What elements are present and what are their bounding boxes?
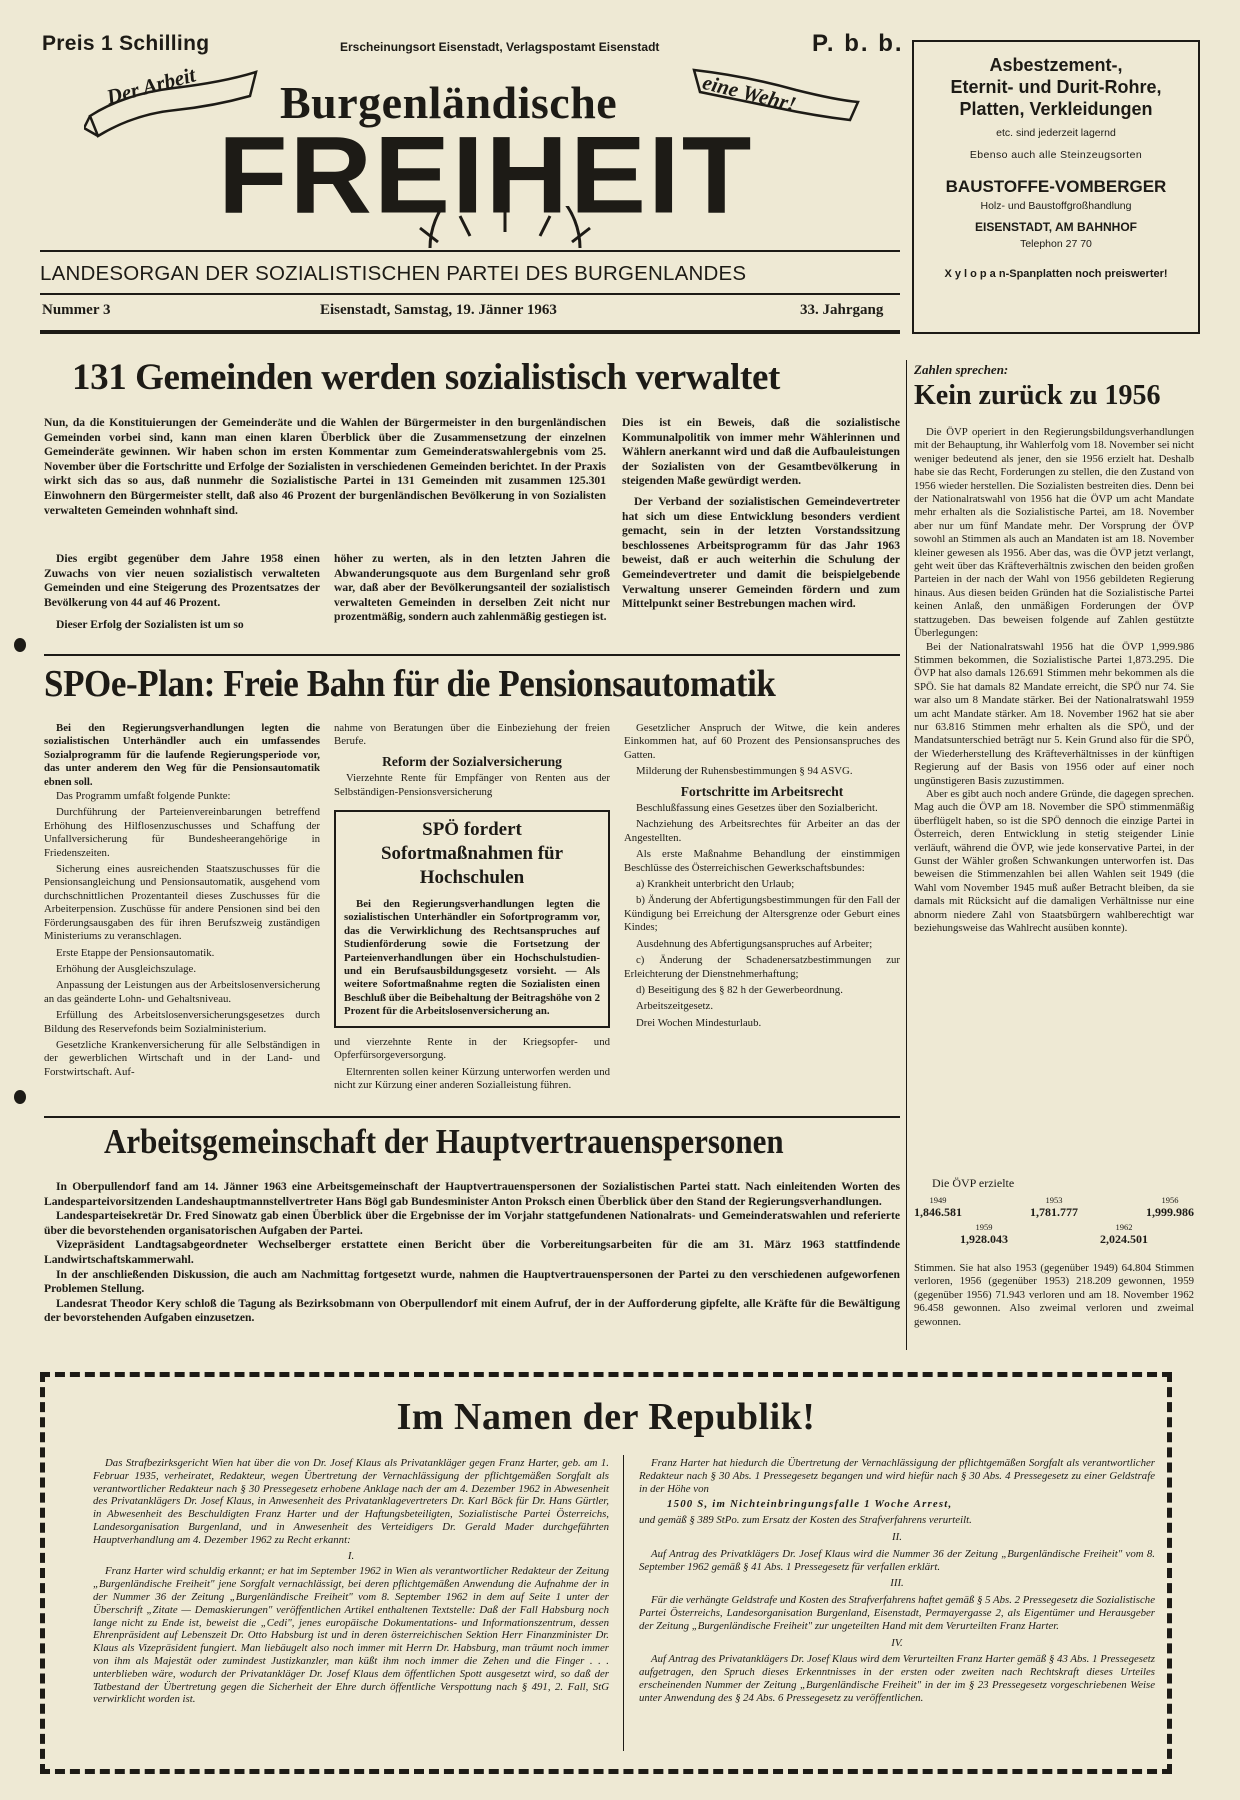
labor-item-5: Ausdehnung des Abfertigungsanspruches auf Arbeiter; bbox=[636, 937, 873, 950]
judgment-penalty: 1500 S, im Nichteinbringungsfalle 1 Woche Arrest, bbox=[667, 1498, 953, 1511]
ad-footer: X y l o p a n-Spanplatten noch preiswerter! bbox=[944, 268, 1168, 280]
votes-year: 1953 bbox=[1045, 1195, 1063, 1205]
ad-company: BAUSTOFFE-VOMBERGER bbox=[945, 177, 1167, 196]
sidebar-p2: Bei der Nationalratswahl 1956 hat die ÖVP 1,999.986 Stimmen bekommen, die Sozialistische Partei 1,873.295. Die ÖVP hat also damals 126.691 Stimmen mehr bekommen als die SPÖ. Sie hat damals 82 Mandate erreicht, die SPÖ nur 74. Sie war also um 8 Mandate stärker. Bei der Nationalratswahl 1959 um acht Mandate stärker. Am 18. November 1962 hat sie aber nur 63.816 Stimmen mehr erhalten als die SPÖ, und der Mandatsunterschied beträgt nur 5. Kein Grund also für die SPÖ, der Wiederherstellung des Kräfteverhältnisses in der künftigen Regierung auf der Basis von 1956 oder auf einer noch ungünstigeren Basis zuzustimmen. bbox=[914, 640, 1194, 787]
article3-body bbox=[44, 1180, 900, 1326]
article3-headline: Arbeitsgemeinschaft der Hauptvertrauenspersonen bbox=[104, 1121, 784, 1162]
labor-item-4: b) Änderung der Abfertigungsbestimmungen für den Fall der Kündigung bei Erreichung der Altersgrenze oder Geburt eines Kindes; bbox=[624, 894, 900, 934]
article3-p4: Landesrat Theodor Kery schloß die Tagung als Bezirksobmann von Oberpullendorf mit einem Aufruf, der in der Aufforderung gipfelte, alle Kräfte für die Bewältigung der bevorstehenden Aufgaben einzusetzen. bbox=[44, 1296, 900, 1325]
votes-year: 1959 bbox=[975, 1222, 993, 1232]
pbb-label: P. b. b. bbox=[812, 30, 904, 57]
labor-item-7: d) Beseitigung des § 82 h der Gewerbeordnung. bbox=[636, 983, 843, 996]
votes-cell bbox=[914, 1195, 962, 1220]
votes-cell bbox=[1100, 1222, 1148, 1247]
article3-p0: In Oberpullendorf fand am 14. Jänner 1963 eine Arbeitsgemeinschaft der Hauptvertrauenspersonen der Sozialistischen Partei statt. Nach einleitenden Worten des Landesparteivorsitzenden Landeshauptmannstellvertreter Hans Bögl gab Bundesminister Anton Proksch einen Überblick über den Stand der Regierungsverhandlungen. bbox=[44, 1180, 900, 1208]
article2-item-4: Erhöhung der Ausgleichszulage. bbox=[56, 962, 197, 975]
article2-col3 bbox=[624, 722, 900, 1030]
ad-box bbox=[912, 40, 1200, 334]
article3-p1: Landesparteisekretär Dr. Fred Sinowatz gab einen Überblick über die Ergebnisse der im Vorjahr stattgefundenen Nationalrats- und Gemeinderatswahlen und referierte über die bevorstehenden organisatorischen Aufgaben der Partei. bbox=[44, 1209, 900, 1237]
article2-col2 bbox=[334, 722, 610, 799]
votes-row-2 bbox=[914, 1222, 1194, 1247]
ad-line-1: Asbestzement-, bbox=[989, 55, 1123, 75]
labor-item-8: Arbeitszeitgesetz. bbox=[636, 1000, 714, 1013]
votes-value: 1,781.777 bbox=[1030, 1205, 1078, 1219]
ad-company-sub: Holz- und Baustoffgroßhandlung bbox=[980, 200, 1132, 212]
title-top: Burgenländische bbox=[280, 77, 618, 128]
votes-value: 1,846.581 bbox=[914, 1205, 962, 1219]
judgment-right-p1: Franz Harter hat hiedurch die Übertretung der Vernachlässigung der pflichtgemäßen Sorgfalt als verantwortlicher Redakteur nach § 30 Abs. 1 Pressegesetz begangen und wird hiefür nach § 30 Abs. 4 Pressegesetz zu einer Geldstrafe in der Höhe von bbox=[639, 1457, 1155, 1495]
article2-col2-bottom-2: Elternrenten sollen keiner Kürzung unterworfen werden und nicht zur Kürzung einer anderen Sozialleistung führen. bbox=[334, 1065, 610, 1092]
article1-p3: höher zu werten, als in den letzten Jahren die Abwanderungsquote aus dem Burgenland sehr groß war, daß aber der Bevölkerungsanteil der sozialistisch verwalteten Gemeinden in derselben Zeit nicht nur prozentmäßig, sondern auch zahlenmäßig gestiegen ist. bbox=[334, 552, 610, 624]
banner-right-text: eine Wehr! bbox=[700, 70, 799, 117]
masthead-rule-1 bbox=[40, 293, 900, 295]
sidebar-kicker: Zahlen sprechen: bbox=[914, 362, 1009, 377]
sidebar-headline: Kein zurück zu 1956 bbox=[914, 380, 1161, 411]
article1-col1 bbox=[44, 552, 320, 633]
judgment-right-p3: Für die verhängte Geldstrafe und Kosten des Strafverfahrens haftet gemäß § 5 Abs. 2 Pressegesetz die Sozialistische Partei Österreichs, Landesorganisation Burgenland, Eisenstadt, Permayergasse 2, als Eigentümer und Herausgeber der Zeitung „Burgenländische Freiheit" zur ungeteilten Hand mit dem Verurteilten Franz Harter. bbox=[639, 1594, 1155, 1632]
ad-line-3: Platten, Verkleidungen bbox=[959, 99, 1153, 119]
punch-hole bbox=[14, 638, 26, 652]
article2-item-1: Durchführung der Parteienvereinbarungen betreffend Erhöhung des Hilflosenzuschusses und Schaffung der Unfallversicherung für Bundesheerangehörige in Friedenszeiten. bbox=[44, 806, 320, 859]
judgment-roman-2: II. bbox=[892, 1530, 902, 1543]
votes-year: 1949 bbox=[929, 1195, 947, 1205]
issue-number: Nummer 3 bbox=[42, 302, 111, 318]
votes-cell bbox=[1030, 1195, 1078, 1220]
labor-subhead: Fortschritte im Arbeitsrecht bbox=[680, 783, 844, 799]
article2-col2-top: nahme von Beratungen über die Einbeziehung der freien Berufe. bbox=[334, 722, 610, 748]
ad-line-5: Ebenso auch alle Steinzeugsorten bbox=[969, 149, 1143, 161]
article2-item-2: Sicherung eines ausreichenden Staatszuschusses für die Pensionsangleichung und Pensionsautomatik, ausgehend vom durchschnittlichen Prozentanteil dieses Zuschusses für die Arbeiterpension. Zuschüsse für andere Pensionen sind bei den Förderungsausgaben des für ihren Berufszweig zuständigen Ministeriums zu veranschlagen. bbox=[44, 863, 320, 943]
reform-text: Vierzehnte Rente für Empfänger von Renten aus der Selbständigen-Pensionsversicherung bbox=[334, 772, 610, 798]
ad-line-2: Eternit- und Durit-Rohre, bbox=[950, 77, 1162, 97]
banner-left-text: Der Arbeit bbox=[104, 62, 198, 110]
article1-p2: Dieser Erfolg der Sozialisten ist um so bbox=[56, 618, 244, 632]
votes-year: 1956 bbox=[1161, 1195, 1179, 1205]
article2-item-6: Erfüllung des Arbeitslosenversicherungsgesetzes durch Bildung des Reservefonds beim Sozialministerium. bbox=[44, 1009, 320, 1035]
article2-col2-bottom bbox=[334, 1036, 610, 1093]
article1-lead: Nun, da die Konstituierungen der Gemeinderäte und die Wahlen der Bürgermeister in den burgenländischen Gemeinden vorbei sind, kann man einen klaren Überblick über die Zusammensetzung der einzelnen Gemeinderäte gewinnen. Wir haben schon im ersten Kommentar zum Gemeinderatswahlergebnis vom 25. November über die Fortschritte und Erfolge der Sozialisten in verschiedenen Gemeinden berichtet. In der Praxis wirkt sich das so aus, daß nunmehr die Sozialistische Partei in 131 Gemeinden mit zusammen 125.301 Einwohnern den Bürgermeister stellt, daß also 46 Prozent der burgenländischen Bevölkerung in von Sozialisten verwalteten Gemeinden wohnhaft sind. bbox=[44, 416, 606, 517]
ad-phone: Telephon 27 70 bbox=[1020, 238, 1092, 250]
votes-table bbox=[914, 1176, 1194, 1247]
votes-value: 1,928.043 bbox=[960, 1232, 1008, 1246]
volume: 33. Jahrgang bbox=[800, 302, 884, 318]
article1-headline: 131 Gemeinden werden sozialistisch verwaltet bbox=[72, 357, 780, 398]
article1-rule bbox=[44, 654, 900, 656]
votes-row-1 bbox=[914, 1195, 1194, 1220]
article1-col2 bbox=[334, 552, 610, 625]
punch-hole bbox=[14, 1090, 26, 1104]
article2-item-0: Das Programm umfaßt folgende Punkte: bbox=[56, 790, 231, 803]
article2-col2-bottom-1: und vierzehnte Rente in der Kriegsopfer- und Opferfürsorgeversorgung. bbox=[334, 1036, 610, 1062]
judgment-headline: Im Namen der Republik! bbox=[396, 1396, 816, 1438]
article1-p4: Dies ist ein Beweis, daß die sozialistische Kommunalpolitik von immer mehr Wählerinnen und Wählern anerkannt wird und daß die Aufbauleistungen der Sozialisten von der Gesamtbevölkerung in steigenden Maße gewürdigt werden. bbox=[622, 416, 900, 488]
title-underline bbox=[40, 250, 900, 252]
judgment-roman-3: III. bbox=[890, 1577, 904, 1590]
article1-col-right bbox=[622, 416, 900, 612]
votes-cell bbox=[1146, 1195, 1194, 1220]
judgment-right-p4: Auf Antrag des Privatanklägers Dr. Josef Klaus wird dem Verurteilten Franz Harter gemäß § 43 Abs. 1 Pressegesetz aufgetragen, den Spruch dieses Erkenntnisses in der ersten oder zweiten nach Rechtskraft dieses Urteiles erscheinenden Nummer der Zeitung „Burgenländische Freiheit" in der im § 23 Pressegesetz vorgeschriebenen Weise unter Anwendung des § 24 Abs. 6 Pressegesetz zu veröffentlichen. bbox=[639, 1653, 1155, 1704]
article1-p5: Der Verband der sozialistischen Gemeindevertreter hat sich um diese Entwicklung besonders verdient gemacht, sein in der letzten Vorstandssitzung beschlossenes Arbeitsprogramm für das Jahr 1963 beweist, daß er auch weiterhin die Schulung der Gemeindevertreter und damit die beispielgebende Verwaltung unserer Gemeinden fördern und zum Mittelpunkt seiner Bestrebungen machen wird. bbox=[622, 494, 900, 611]
judgment-roman-1: I. bbox=[347, 1549, 355, 1562]
votes-table-intro: Die ÖVP erzielte bbox=[932, 1176, 1015, 1190]
labor-item-9: Drei Wochen Mindesturlaub. bbox=[636, 1016, 762, 1029]
box-headline: SPÖ fordert Sofortmaßnahmen für Hochschulen bbox=[380, 819, 564, 888]
judgment-right-p2: Auf Antrag des Privatklägers Dr. Josef Klaus wird die Nummer 36 der Zeitung „Burgenländische Freiheit" vom 8. September 1962 gemäß § 41 Abs. 1 Pressegesetz für verfallen erklärt. bbox=[639, 1547, 1155, 1573]
article2-col3-item-0: Gesetzlicher Anspruch der Witwe, die kein anderes Einkommen hat, auf 60 Prozent des Pensionsanspruches des Gatten. bbox=[624, 722, 900, 761]
judgment-roman-4: IV. bbox=[891, 1636, 903, 1649]
masthead-rule-2 bbox=[40, 330, 900, 334]
judgment-divider bbox=[623, 1455, 624, 1751]
labor-item-1: Nachziehung des Arbeitsrechtes für Arbeiter an das der Angestellten. bbox=[624, 818, 900, 844]
article2-col3-item-1: Milderung der Ruhensbestimmungen § 94 ASVG. bbox=[636, 765, 853, 778]
votes-cell bbox=[960, 1222, 1008, 1247]
title-main: FREIHEIT bbox=[218, 114, 754, 237]
article3-p3: In der anschließenden Diskussion, die auch am Nachmittag fortgesetzt wurde, nahmen die Hauptvertrauenspersonen der Partei zu den verschiedenen aufgeworfenen Problemen Stellung. bbox=[44, 1267, 900, 1296]
sidebar-p1: Die ÖVP operiert in den Regierungsbildungsverhandlungen mit der Behauptung, ihr Wahlerfolg vom 18. November sei nicht weniger bedeutend als jener, den sie 1956 erzielt hat. Deshalb habe sie das Recht, Forderungen zu stellen, die den Zustand von 1956 wieder herstellen. Die Sozialisten bestreiten dies. Denn bei der Nationalratswahl von 1956 hat die ÖVP um acht Mandate mehr erhalten als die Sozialistische Partei, am 18. November aber nur um fünf Mandate mehr. Der Vorsprung der ÖVP sowohl an Stimmen als auch an Mandaten ist am 18. November kleiner gewesen als 1956. Aber das, was die ÖVP jetzt verlangt, geht weit über das Kräfteverhältnis zwischen den beiden großen Parteien in der nach der Wahl von 1956 gebildeten Regierung hinaus. Aus diesen beiden Gründen hat die Sozialistische Partei keinen Anlaß, den unmäßigen Forderungen der ÖVP stattzugeben. Das beweisen folgende auf Zahlen gestützte Überlegungen: bbox=[914, 426, 1194, 640]
article2-item-3: Erste Etappe der Pensionsautomatik. bbox=[56, 946, 215, 959]
judgment-box bbox=[40, 1372, 1172, 1774]
dateline: Eisenstadt, Samstag, 19. Jänner 1963 bbox=[320, 302, 557, 318]
masthead-subtitle: LANDESORGAN DER SOZIALISTISCHEN PARTEI DES BURGENLANDES bbox=[40, 262, 747, 285]
judgment-left bbox=[93, 1457, 609, 1706]
article1-p1: Dies ergibt gegenüber dem Jahre 1958 einen Zuwachs von vier neuen sozialistisch verwalteten Gemeinden und eine Steigerung des Prozentsatzes der Bevölkerung von 44 auf 46 Prozent. bbox=[44, 552, 320, 609]
judgment-left-p2: Franz Harter wird schuldig erkannt; er hat im September 1962 in Wien als verantwortlicher Redakteur der Zeitung „Burgenländische Freiheit" jene Sorgfalt vernachlässigt, bei deren pflichtgemäßen Anwendung die Aufnahme der in der Nummer 36 der Zeitung „Burgenländische Freiheit" vom 8. September 1962 in dem auf Seite 1 unter der Überschrift „Zitate — Demaskierungen" veröffentlichen Artikel enthaltenen Textstelle: Daß der Fall Habsburg noch lange nicht zu Ende ist, beweist die „Cedi", jenes europäische Dokumentations- und Informationszentrum, dessen Ehrenpräsident auf Lebenszeit Dr. Otto Habsburg ist und in deren österreichischen Sektion Herr Finanzminister Dr. Klaus als Vizepräsident fungiert. Man liebäugelt also noch immer mit Herrn Dr. Habsburg, man träumt noch immer von ihm als Majestät oder zumindest Justizkanzler, man küßt ihm noch immer die Zehen und die Finger . . . unterblieben wäre, wodurch der Privatankläger Dr. Josef Klaus dem öffentlichen Spott ausgesetzt wird, so daß der Tatbestand der Übertretung gegen die Sicherheit der Ehre durch öffentliche Verspottung nach § 491, 2. Fall, StG verwirklicht worden ist. bbox=[93, 1565, 609, 1706]
judgment-right bbox=[639, 1457, 1155, 1705]
article3-p2: Vizepräsident Landtagsabgeordneter Wechselberger erstattete einen Bericht über die Vorbereitungsarbeiten für die am 31. März 1963 stattfindende Landwirtschaftskammerwahl. bbox=[44, 1238, 900, 1266]
votes-value: 2,024.501 bbox=[1100, 1232, 1148, 1246]
sidebar-p4: Stimmen. Sie hat also 1953 (gegenüber 1949) 64.804 Stimmen verloren, 1956 (gegenüber 1953) 218.209 gewonnen, 1959 (gegenüber 1956) 71.943 verloren und am 18. November 1962 96.458 gewonnen. Also zweimal verloren und zweimal gewonnen. bbox=[914, 1262, 1194, 1328]
article2-lead: Bei den Regierungsverhandlungen legten die sozialistischen Unterhändler auch ein umfassendes Sozialprogramm für die laufende Regierungsperiode vor, das unter anderem den Weg für die Pensionsautomatik ebnen soll. bbox=[44, 722, 320, 788]
box-article bbox=[334, 810, 610, 1028]
publication-place: Erscheinungsort Eisenstadt, Verlagspostamt Eisenstadt bbox=[340, 40, 660, 54]
article2-rule bbox=[44, 1116, 900, 1118]
reform-subhead: Reform der Sozialversicherung bbox=[382, 753, 562, 769]
article2-item-7: Gesetzliche Krankenversicherung für alle Selbständigen in der gewerblichen Wirtschaft und in der Land- und Forstwirtschaft. Auf- bbox=[44, 1038, 320, 1078]
ad-line-4: etc. sind jederzeit lagernd bbox=[996, 127, 1116, 139]
judgment-left-p1: Das Strafbezirksgericht Wien hat über die von Dr. Josef Klaus als Privatankläger gegen Franz Harter, geb. am 1. Februar 1935, verheiratet, Redakteur, wegen Übertretung der Vernachlässigung der pflichtgemäßen Sorgfalt als verantwortlicher Redakteur nach § 30 Pressegesetz erhobene Anklage nach der am 4. Dezember 1962 in Abwesenheit des Privatanklägers Dr. Josef Klaus, in Anwesenheit des Privatanklagevertreters Dr. Karl Böck für Dr. Hans Gürtler, in Abwesenheit des Beschuldigten Franz Harter und der Haftungsbeteiligten, Sozialistische Partei Österreichs, Landesorganisation Burgenland, und in Anwesenheit des Verteidigers Dr. Gerald Mader durchgeführten Hauptverhandlung am 4. Dezember 1962 zu Recht erkannt: bbox=[93, 1457, 609, 1546]
price: Preis 1 Schilling bbox=[42, 32, 210, 55]
labor-item-2: Als erste Maßnahme Behandlung der einstimmigen Beschlüsse des Österreichischen Gewerkschaftsbundes: bbox=[624, 848, 900, 874]
votes-year: 1962 bbox=[1115, 1222, 1133, 1232]
article2-item-5: Anpassung der Leistungen aus der Arbeitslosenversicherung an das geänderte Lohn- und Gehaltsniveau. bbox=[44, 979, 320, 1005]
article2-col1 bbox=[44, 722, 320, 1079]
judgment-right-p1b: und gemäß § 389 StPo. zum Ersatz der Kosten des Strafverfahrens verurteilt. bbox=[639, 1514, 972, 1527]
article2-headline: SPOe-Plan: Freie Bahn für die Pensionsautomatik bbox=[44, 662, 776, 705]
labor-item-6: c) Änderung der Schadenersatzbestimmungen zur Erleichterung der Dienstnehmerhaftung; bbox=[624, 954, 900, 980]
labor-item-3: a) Krankheit unterbricht den Urlaub; bbox=[636, 878, 795, 891]
votes-value: 1,999.986 bbox=[1146, 1205, 1194, 1219]
sidebar-p3: Aber es gibt auch noch andere Gründe, die dagegen sprechen. Mag auch die ÖVP am 18. November die SPÖ stimmenmäßig überflügelt haben, so ist die SPÖ dennoch die einzige Partei in Österreich, deren Entwicklung in stetig steigender Linie verläuft, während die ÖVP, wie jede konservative Partei, in der Gunst der Wähler großen Schwankungen unterworfen ist. Das beweisen die Stimmenzahlen bei allen Wahlen seit 1949 (die Wahl vom November 1945 muß außer Betracht bleiben, da sie damals mit Rücksicht auf die damaligen Verhältnisse nur eine abnorm niedere Zahl von Staatsbürgern wahlberechtigt war beziehungsweise das Wahlrecht ausüben konnte). bbox=[914, 787, 1194, 935]
sidebar-body bbox=[914, 426, 1194, 935]
labor-item-0: Beschlußfassung eines Gesetzes über den Sozialbericht. bbox=[636, 802, 878, 815]
ad-address: EISENSTADT, AM BAHNHOF bbox=[975, 220, 1137, 234]
sidebar-divider bbox=[906, 360, 907, 1350]
box-text: Bei den Regierungsverhandlungen legten die sozialistischen Unterhändler ein Sofortprogramm vor, das die Verwirklichung des Rechtsanspruches auf Studienförderung sowie die Fortsetzung der Parteienverhandlungen über ein Hochschulstudien- und ein Berufsausbildungsgesetz vorsieht. — Als weitere Sofortmaßnahme regten die Sozialisten einen Beschluß über die Beibehaltung der Beitragshöhe von 2 Prozent für die Arbeitslosenversicherung an. bbox=[344, 898, 600, 1018]
